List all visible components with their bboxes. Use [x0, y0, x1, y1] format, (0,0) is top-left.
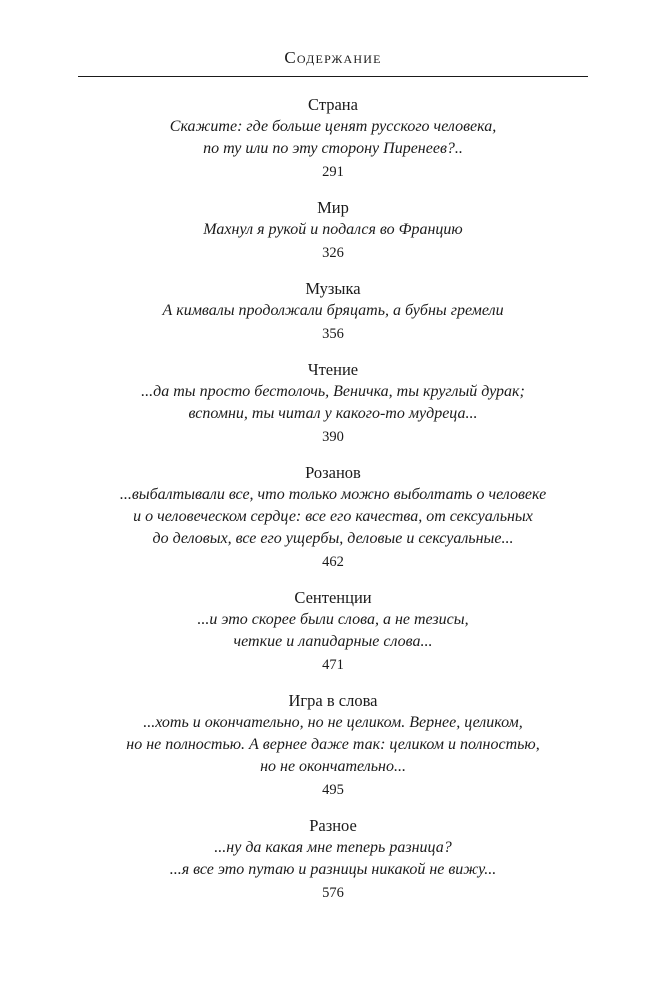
toc-entry[interactable] [78, 690, 588, 801]
entry-quote: Скажите: где больше ценят русского человека, по ту или по эту сторону Пиренеев?.. [169, 118, 497, 157]
page-header [78, 46, 588, 77]
toc-entry[interactable] [78, 278, 588, 345]
entry-page-number: 390 [322, 429, 344, 445]
entry-quote: ...выбалтывали все, что только можно выболтать о человеке и о человеческом сердце: все его качества, от сексуальных до деловых, все его ущербы, деловые и сексуальные... [119, 486, 547, 547]
entry-title: Мир [317, 198, 349, 217]
entry-page-number: 495 [322, 782, 344, 798]
entry-title: Сентенции [294, 588, 372, 607]
entry-quote: ...и это скорее были слова, а не тезисы, четкие и лапидарные слова... [197, 611, 469, 650]
toc-entry[interactable] [78, 587, 588, 676]
page-title: Содержание [284, 48, 382, 67]
toc-entry[interactable] [78, 197, 588, 264]
entry-quote: ...хоть и окончательно, но не целиком. Вернее, целиком, но не полностью. А вернее даже так: целиком и полностью, но не окончательно... [126, 714, 540, 775]
table-of-contents [78, 94, 588, 918]
toc-entry[interactable] [78, 462, 588, 573]
entry-quote: ...да ты просто бестолочь, Веничка, ты круглый дурак; вспомни, ты читал у какого-то мудреца... [141, 383, 525, 422]
entry-title: Страна [308, 95, 358, 114]
entry-page-number: 471 [322, 657, 344, 673]
entry-page-number: 462 [322, 554, 344, 570]
toc-entry[interactable] [78, 94, 588, 183]
entry-title: Чтение [307, 360, 359, 379]
entry-title: Розанов [305, 463, 361, 482]
toc-entry[interactable] [78, 815, 588, 904]
entry-title: Музыка [305, 279, 361, 298]
entry-page-number: 356 [322, 326, 344, 342]
header-rule [78, 76, 588, 77]
entry-title: Разное [309, 816, 357, 835]
entry-quote: ...ну да какая мне теперь разница? ...я все это путаю и разницы никакой не вижу... [169, 839, 497, 878]
entry-quote: Махнул я рукой и подался во Францию [203, 221, 463, 238]
entry-page-number: 326 [322, 245, 344, 261]
entry-quote: А кимвалы продолжали бряцать, а бубны гремели [162, 302, 504, 319]
entry-page-number: 291 [322, 164, 344, 180]
toc-entry[interactable] [78, 359, 588, 448]
entry-title: Игра в слова [288, 691, 378, 710]
entry-page-number: 576 [322, 885, 344, 901]
